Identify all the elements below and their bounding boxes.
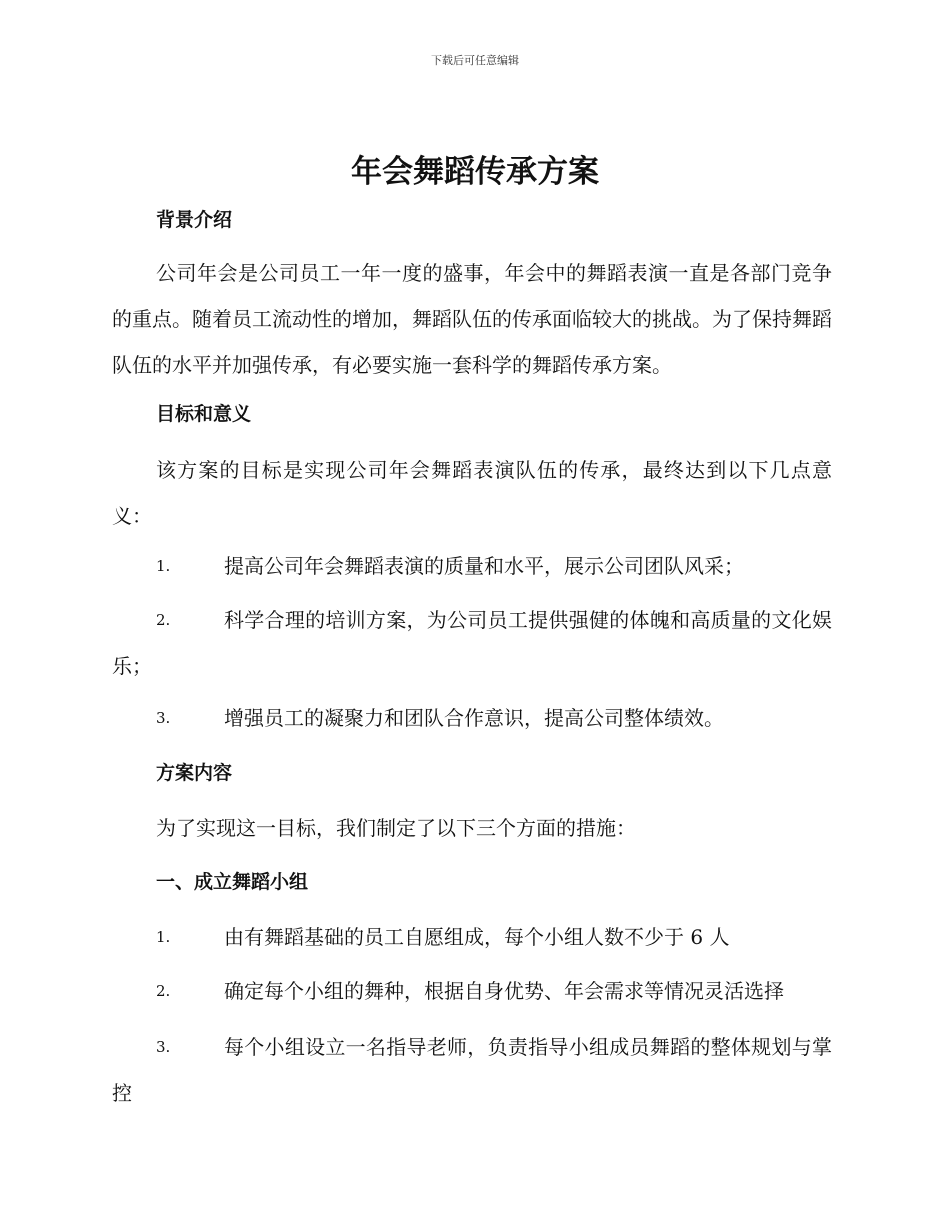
list-item <box>112 968 832 1014</box>
section-goals-body <box>112 447 832 539</box>
section-heading-background: 背景介绍 <box>156 209 233 231</box>
goals-paragraph: 该方案的目标是实现公司年会舞蹈表演队伍的传承，最终达到以下几点意义： <box>112 458 832 528</box>
goals-item <box>112 597 832 689</box>
section-content-body <box>112 805 832 851</box>
list-item <box>112 543 832 589</box>
list-item-text: 每个小组设立一名指导老师，负责指导小组成员舞蹈的整体规划与掌控 <box>112 1035 832 1105</box>
group-item <box>112 968 832 1014</box>
section-background-body <box>112 250 832 388</box>
content-paragraph: 为了实现这一目标，我们制定了以下三个方面的措施： <box>156 816 636 840</box>
list-item <box>112 914 832 960</box>
page-header-note: 下载后可任意编辑 <box>431 54 519 67</box>
list-item-text: 确定每个小组的舞种，根据自身优势、年会需求等情况灵活选择 <box>224 979 784 1003</box>
list-item <box>112 597 832 689</box>
group-item <box>112 1024 832 1116</box>
list-item-text: 提高公司年会舞蹈表演的质量和水平，展示公司团队风采； <box>224 554 744 578</box>
list-item <box>112 1024 832 1116</box>
list-item-number: 2. <box>156 982 171 1000</box>
goals-item <box>112 695 832 741</box>
list-item-number: 1. <box>156 928 171 946</box>
section-goals <box>112 399 832 429</box>
background-paragraph: 公司年会是公司员工一年一度的盛事，年会中的舞蹈表演一直是各部门竞争的重点。随着员工流动性的增加，舞蹈队伍的传承面临较大的挑战。为了保持舞蹈队伍的水平并加强传承，有必要实施一套科学的舞蹈传承方案。 <box>112 261 832 377</box>
list-item-number: 3. <box>156 709 171 727</box>
section-background <box>112 205 832 235</box>
list-item-number: 3. <box>156 1038 171 1056</box>
section-group <box>112 867 832 897</box>
section-heading-content: 方案内容 <box>156 762 233 784</box>
list-item <box>112 695 832 741</box>
document-title: 年会舞蹈传承方案 <box>351 154 599 190</box>
section-content <box>112 758 832 788</box>
list-item-text: 增强员工的凝聚力和团队合作意识，提高公司整体绩效。 <box>224 706 724 730</box>
list-item-text: 科学合理的培训方案，为公司员工提供强健的体魄和高质量的文化娱乐； <box>112 608 832 678</box>
list-item-number: 2. <box>156 611 171 629</box>
list-item-number: 1. <box>156 557 171 575</box>
group-item <box>112 914 832 960</box>
section-heading-goals: 目标和意义 <box>156 403 252 425</box>
list-item-text: 由有舞蹈基础的员工自愿组成，每个小组人数不少于 6 人 <box>224 925 730 949</box>
goals-item <box>112 543 832 589</box>
section-heading-group: 一、成立舞蹈小组 <box>156 871 309 893</box>
